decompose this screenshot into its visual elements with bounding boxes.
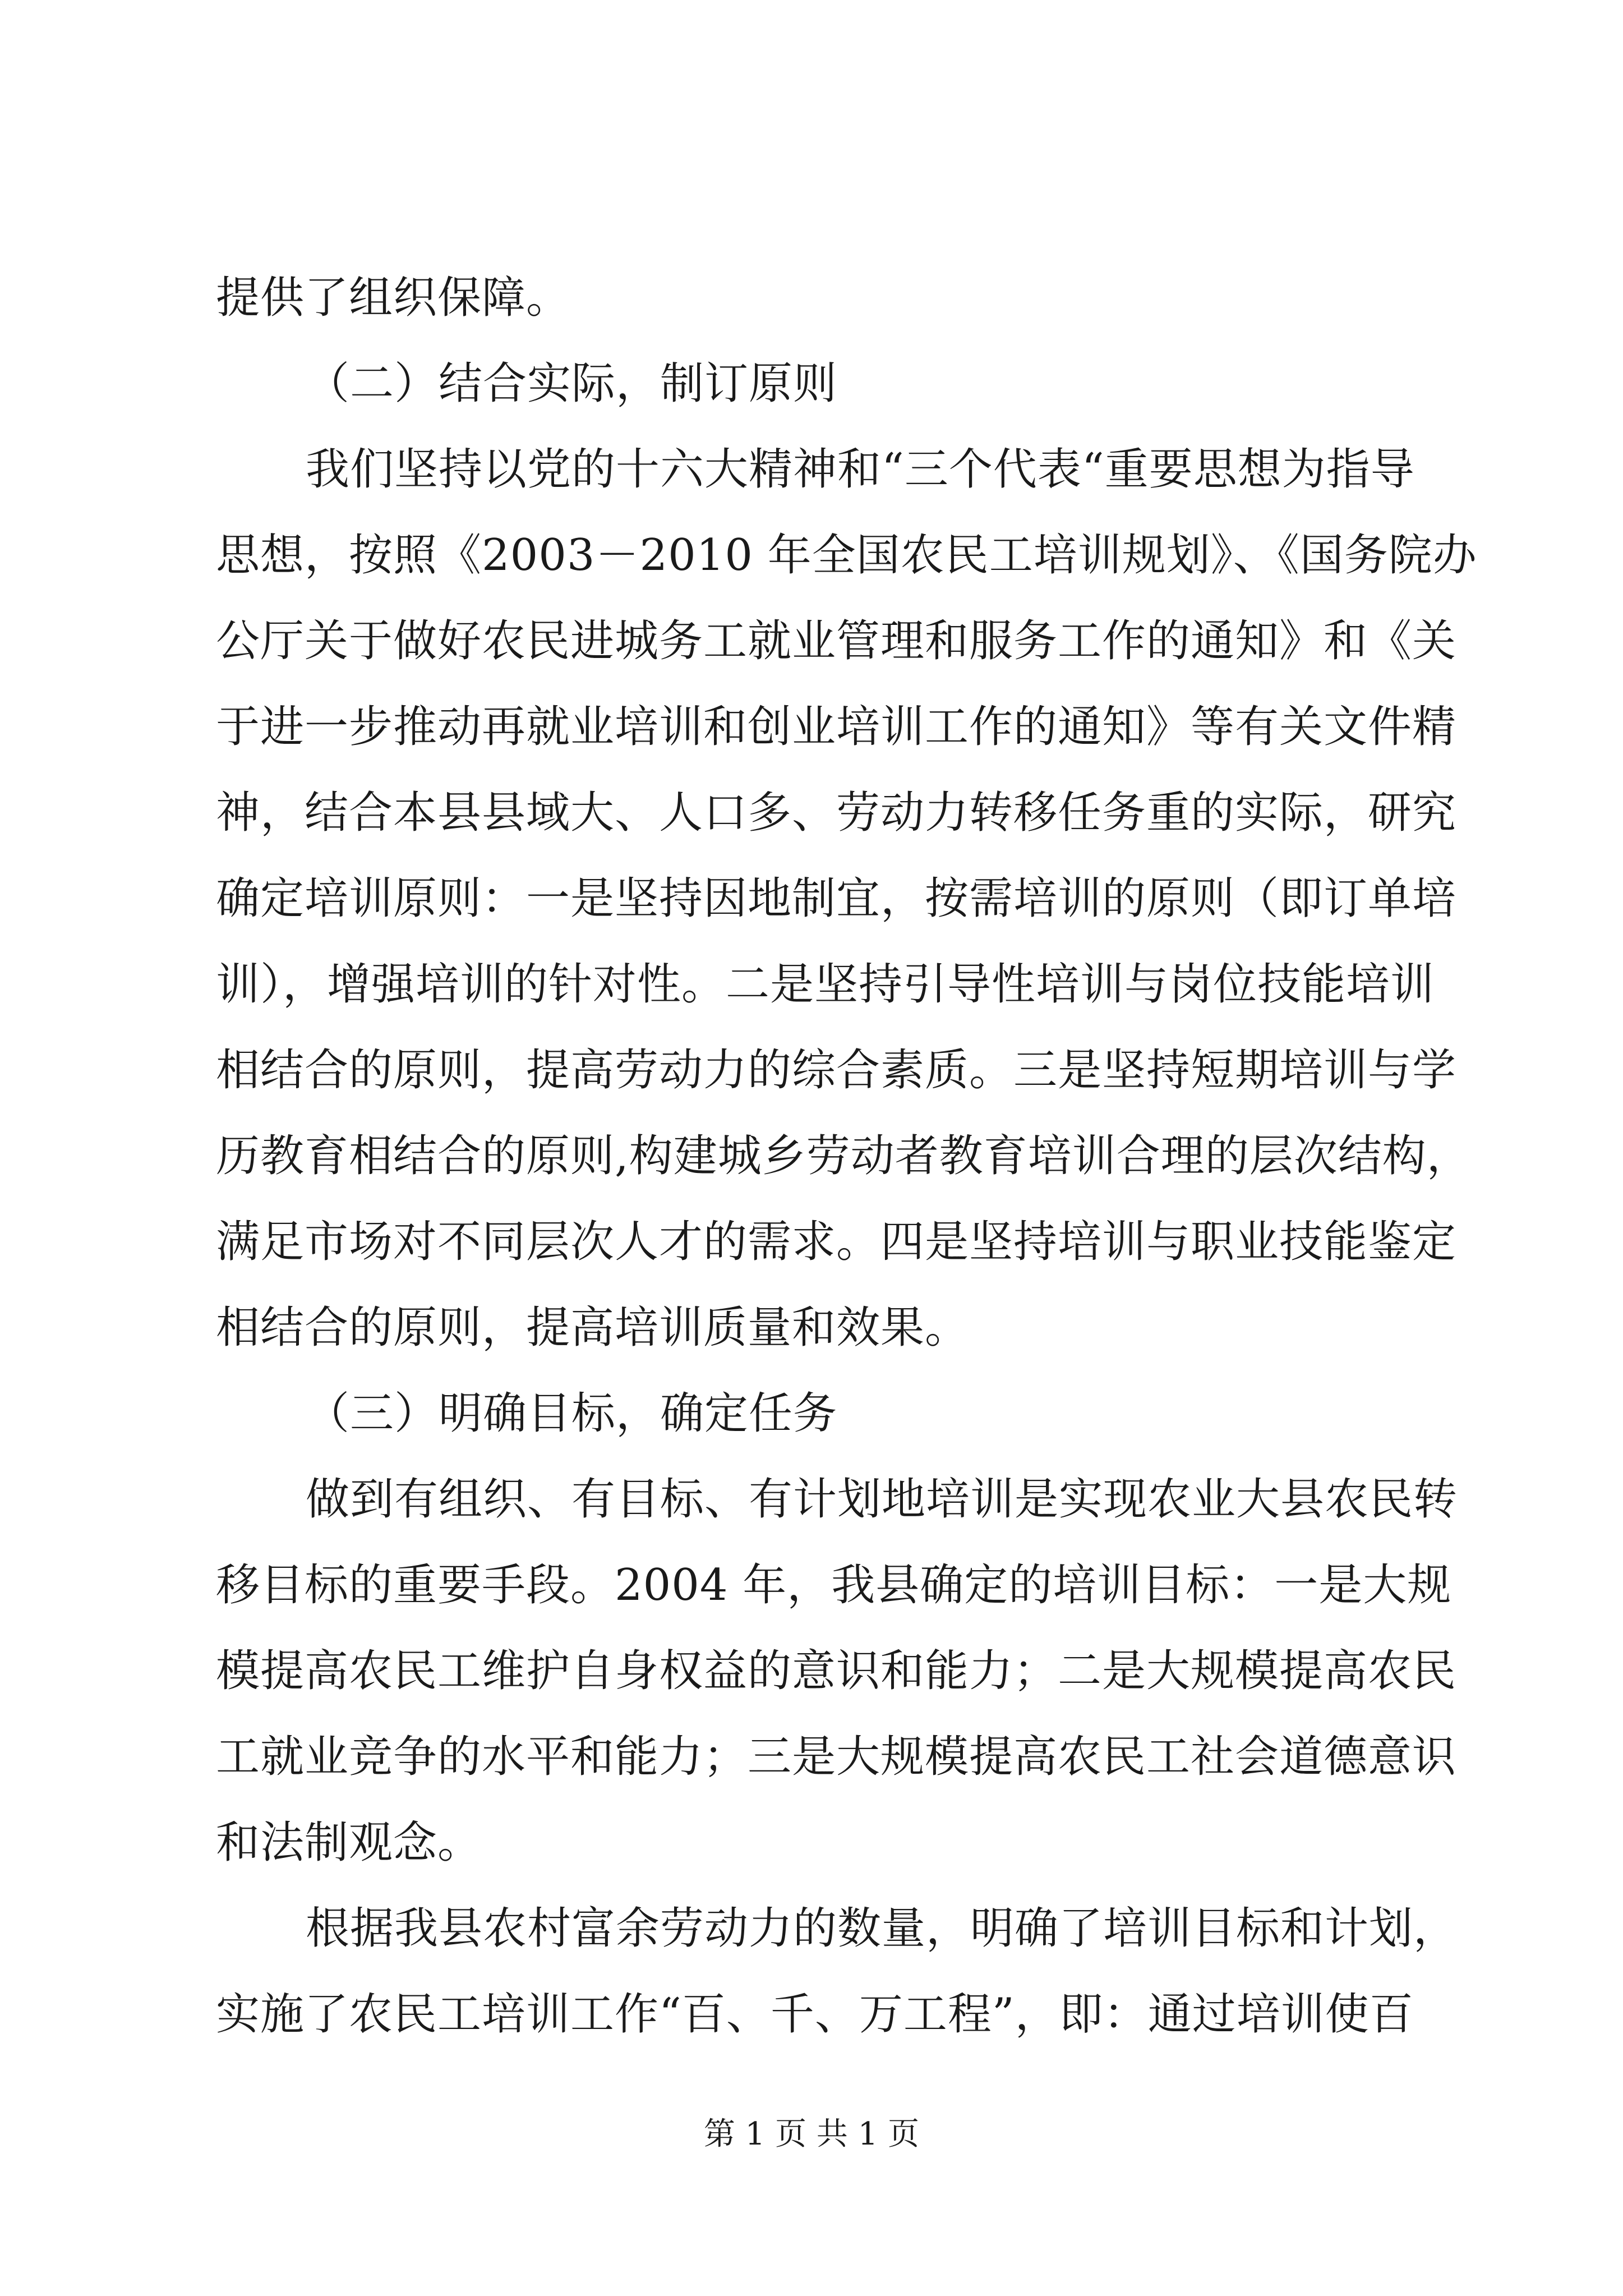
text-line: 模提高农民工维护自身权益的意识和能力；二是大规模提高农民 <box>216 1646 1457 1696</box>
text-line: 训），增强培训的针对性。二是坚持引导性培训与岗位技能培训 <box>216 959 1435 1010</box>
text-line: 满足市场对不同层次人才的需求。四是坚持培训与职业技能鉴定 <box>216 1217 1457 1267</box>
text-line: 思想，按照《2003－2010 年全国农民工培训规划》、《国务院办 <box>216 530 1477 581</box>
page-footer: 第 1 页 共 1 页 <box>703 2116 920 2152</box>
text-line: 神，结合本县县域大、人口多、劳动力转移任务重的实际，研究 <box>216 788 1457 838</box>
text-line: 相结合的原则，提高劳动力的综合素质。三是坚持短期培训与学 <box>216 1045 1457 1096</box>
text-line: 做到有组织、有目标、有计划地培训是实现农业大县农民转 <box>306 1474 1458 1525</box>
text-line: 历教育相结合的原则,构建城乡劳动者教育培训合理的层次结构， <box>216 1131 1471 1181</box>
text-line: 相结合的原则，提高培训质量和效果。 <box>216 1303 970 1353</box>
text-line: 实施了农民工培训工作“百、千、万工程”，即：通过培训使百 <box>216 1989 1414 2040</box>
text-line: 于进一步推动再就业培训和创业培训工作的通知》等有关文件精 <box>216 702 1457 752</box>
text-line: 公厅关于做好农民进城务工就业管理和服务工作的通知》和《关 <box>216 616 1457 666</box>
section-heading: （三）明确目标，确定任务 <box>306 1388 838 1439</box>
text-line: 移目标的重要手段。2004 年，我县确定的培训目标：一是大规 <box>216 1560 1452 1611</box>
text-line: 和法制观念。 <box>216 1818 482 1868</box>
text-line: 根据我县农村富余劳动力的数量，明确了培训目标和计划， <box>306 1903 1458 1954</box>
text-line: 提供了组织保障。 <box>216 273 571 323</box>
text-line: 确定培训原则：一是坚持因地制宜，按需培训的原则（即订单培 <box>216 873 1457 924</box>
body-text <box>216 255 1477 2058</box>
section-heading: （二）结合实际，制订原则 <box>306 358 838 409</box>
text-line: 我们坚持以党的十六大精神和“三个代表“重要思想为指导 <box>306 444 1415 495</box>
text-line: 工就业竞争的水平和能力；三是大规模提高农民工社会道德意识 <box>216 1732 1457 1782</box>
